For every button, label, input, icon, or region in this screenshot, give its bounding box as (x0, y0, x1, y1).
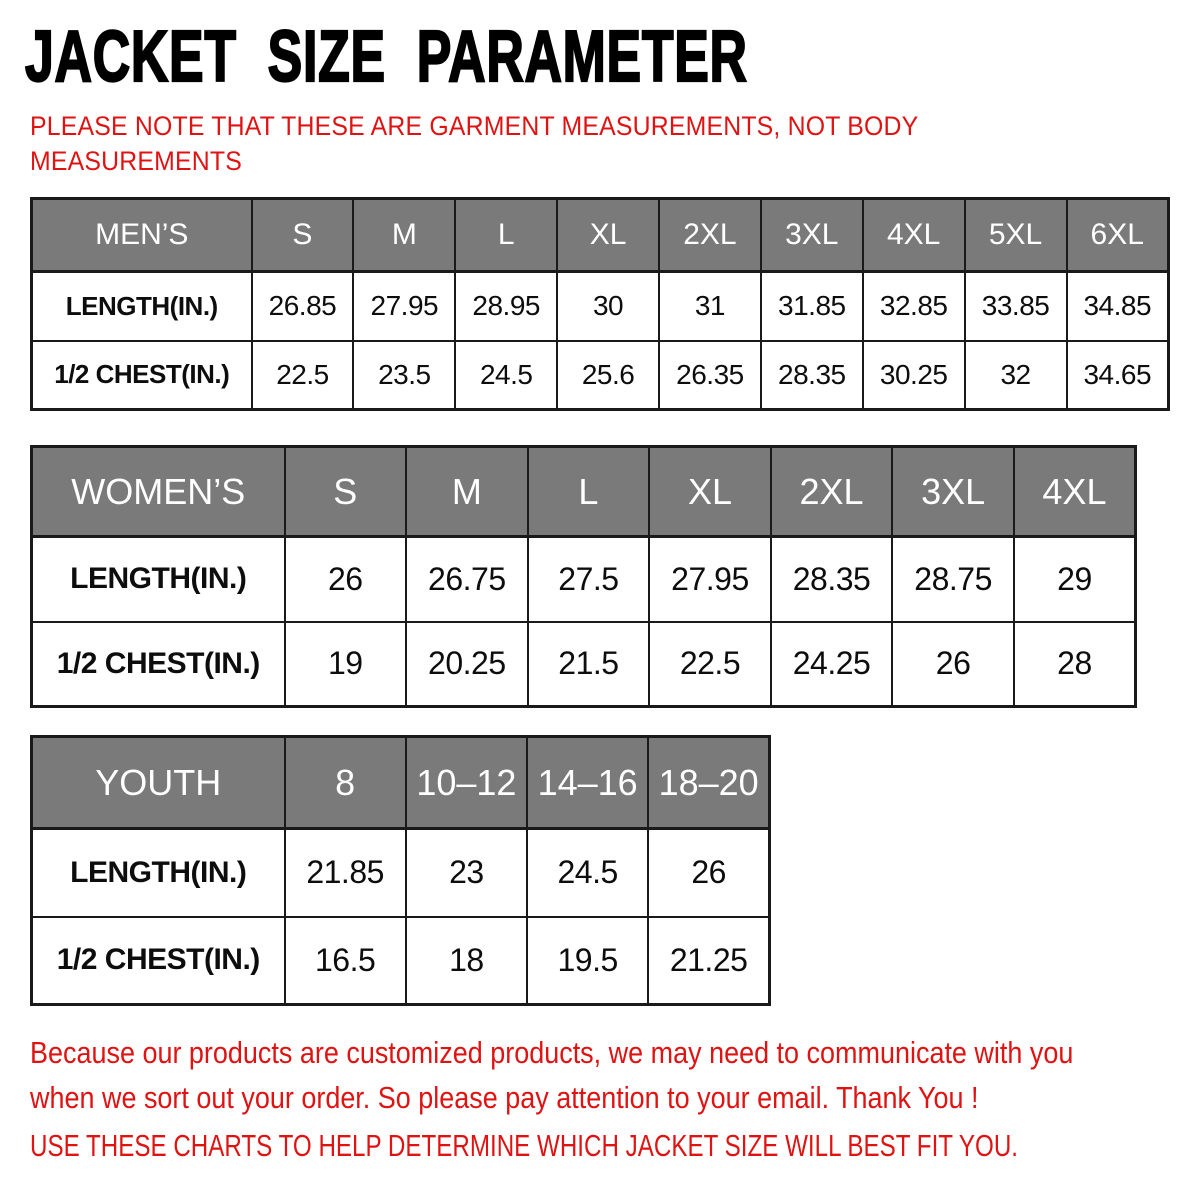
womens-header-row (32, 447, 1136, 537)
mens-size-value-cell: 34.85 (1067, 272, 1169, 341)
mens-measure-label-cell: LENGTH(IN.) (32, 272, 252, 341)
mens-size-value-cell: 34.65 (1067, 341, 1169, 410)
mens-size-value-cell: 28.95 (455, 272, 557, 341)
mens-size-value-cell: 32 (965, 341, 1067, 410)
womens-size-value-cell: 26.75 (406, 537, 528, 622)
womens-size-value-cell: 28 (1014, 622, 1136, 707)
womens-size-value-cell: 27.5 (528, 537, 650, 622)
page-title: JACKET SIZE PARAMETER (25, 17, 748, 97)
womens-measurement-row (32, 622, 1136, 707)
youth-measurement-row (32, 829, 770, 917)
mens-size-header-cell: S (252, 199, 354, 272)
youth-size-value-cell: 21.25 (648, 917, 769, 1005)
mens-measure-label-cell: 1/2 CHEST(IN.) (32, 341, 252, 410)
mens-size-value-cell: 32.85 (863, 272, 965, 341)
mens-header-row (32, 199, 1169, 272)
womens-size-value-cell: 24.25 (771, 622, 893, 707)
womens-group-label: WOMEN’S (32, 447, 285, 537)
womens-size-value-cell: 26 (285, 537, 407, 622)
youth-header-row (32, 737, 770, 829)
youth-size-value-cell: 16.5 (285, 917, 406, 1005)
customization-notice-line2: when we sort out your order. So please pay attention to your email. Thank You ! (30, 1080, 979, 1115)
youth-measurement-row (32, 917, 770, 1005)
youth-size-value-cell: 18 (406, 917, 527, 1005)
customization-notice (30, 1030, 1200, 1120)
mens-size-value-cell: 31.85 (761, 272, 863, 341)
youth-size-header-cell: 8 (285, 737, 406, 829)
customization-notice-line1: Because our products are customized products, we may need to communicate with you (30, 1035, 1074, 1070)
mens-size-value-cell: 28.35 (761, 341, 863, 410)
youth-size-value-cell: 26 (648, 829, 769, 917)
mens-measurement-row (32, 272, 1169, 341)
mens-size-value-cell: 26.35 (659, 341, 761, 410)
mens-size-header-cell: L (455, 199, 557, 272)
mens-size-value-cell: 27.95 (353, 272, 455, 341)
youth-size-value-cell: 21.85 (285, 829, 406, 917)
womens-size-value-cell: 20.25 (406, 622, 528, 707)
womens-size-value-cell: 22.5 (649, 622, 771, 707)
youth-size-header-cell: 18–20 (648, 737, 769, 829)
womens-size-value-cell: 29 (1014, 537, 1136, 622)
mens-size-header-cell: M (353, 199, 455, 272)
womens-size-value-cell: 19 (285, 622, 407, 707)
womens-measurement-row (32, 537, 1136, 622)
mens-size-header-cell: 3XL (761, 199, 863, 272)
mens-size-value-cell: 24.5 (455, 341, 557, 410)
mens-size-value-cell: 33.85 (965, 272, 1067, 341)
youth-size-header-cell: 10–12 (406, 737, 527, 829)
womens-size-value-cell: 21.5 (528, 622, 650, 707)
womens-size-header-cell: 3XL (892, 447, 1014, 537)
womens-size-table (30, 445, 1137, 708)
fit-advice-text: USE THESE CHARTS TO HELP DETERMINE WHICH JACKET SIZE WILL BEST FIT YOU. (30, 1128, 1019, 1163)
womens-size-value-cell: 26 (892, 622, 1014, 707)
mens-size-value-cell: 22.5 (252, 341, 354, 410)
womens-size-header-cell: L (528, 447, 650, 537)
womens-size-header-cell: M (406, 447, 528, 537)
womens-size-header-cell: 4XL (1014, 447, 1136, 537)
youth-size-header-cell: 14–16 (527, 737, 648, 829)
mens-group-label: MEN’S (32, 199, 252, 272)
womens-size-header-cell: 2XL (771, 447, 893, 537)
womens-measure-label-cell: 1/2 CHEST(IN.) (32, 622, 285, 707)
mens-size-value-cell: 23.5 (353, 341, 455, 410)
youth-size-value-cell: 19.5 (527, 917, 648, 1005)
mens-size-header-cell: XL (557, 199, 659, 272)
youth-size-table (30, 735, 771, 1006)
garment-measurement-note-line2: MEASUREMENTS (30, 146, 243, 176)
mens-size-header-cell: 5XL (965, 199, 1067, 272)
mens-size-value-cell: 30 (557, 272, 659, 341)
youth-size-value-cell: 23 (406, 829, 527, 917)
youth-measure-label-cell: LENGTH(IN.) (32, 829, 285, 917)
womens-size-value-cell: 28.75 (892, 537, 1014, 622)
mens-size-header-cell: 4XL (863, 199, 965, 272)
garment-measurement-note (30, 109, 996, 179)
mens-measurement-row (32, 341, 1169, 410)
youth-group-label: YOUTH (32, 737, 285, 829)
womens-size-header-cell: S (285, 447, 407, 537)
mens-size-value-cell: 25.6 (557, 341, 659, 410)
youth-measure-label-cell: 1/2 CHEST(IN.) (32, 917, 285, 1005)
garment-measurement-note-line1: PLEASE NOTE THAT THESE ARE GARMENT MEASUREMENTS, NOT BODY (30, 111, 919, 141)
womens-size-value-cell: 28.35 (771, 537, 893, 622)
mens-size-value-cell: 26.85 (252, 272, 354, 341)
youth-size-value-cell: 24.5 (527, 829, 648, 917)
mens-size-header-cell: 6XL (1067, 199, 1169, 272)
womens-size-header-cell: XL (649, 447, 771, 537)
mens-size-header-cell: 2XL (659, 199, 761, 272)
womens-measure-label-cell: LENGTH(IN.) (32, 537, 285, 622)
mens-size-value-cell: 30.25 (863, 341, 965, 410)
mens-size-table (30, 197, 1170, 411)
womens-size-value-cell: 27.95 (649, 537, 771, 622)
mens-size-value-cell: 31 (659, 272, 761, 341)
